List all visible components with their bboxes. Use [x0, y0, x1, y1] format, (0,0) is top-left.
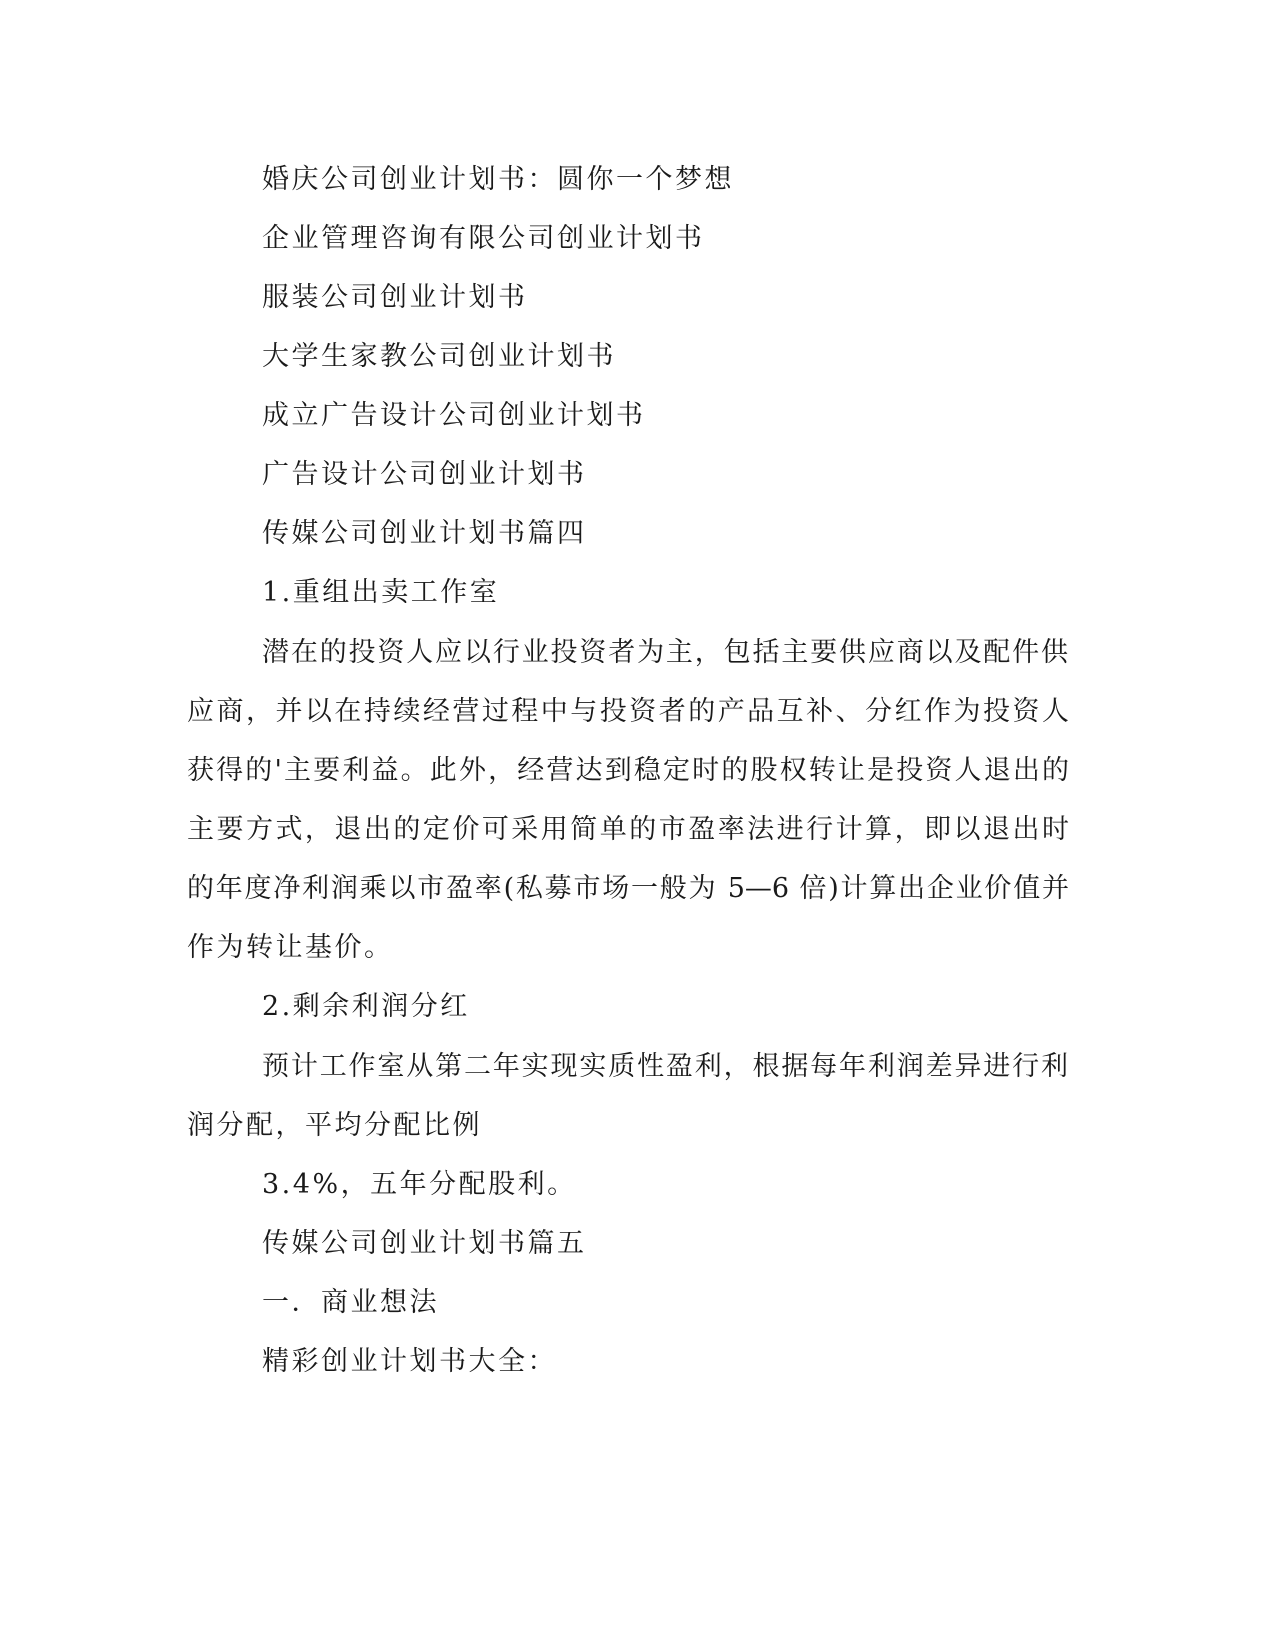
link-management-consulting-plan[interactable]: 企业管理咨询有限公司创业计划书 [262, 223, 705, 254]
link-clothing-company-plan[interactable]: 服装公司创业计划书 [262, 282, 528, 313]
paragraph-profit-line-1: 预计工作室从第二年实现实质性盈利，根据每年利润差异进行利 [262, 1051, 1068, 1082]
paragraph-investor-line-4: 主要方式，退出的定价可采用简单的市盈率法进行计算，即以退出时 [187, 814, 1069, 845]
link-establish-ad-design-plan[interactable]: 成立广告设计公司创业计划书 [262, 400, 646, 431]
label-business-plan-collection: 精彩创业计划书大全： [262, 1346, 557, 1377]
subheading-profit-dividend: 2.剩余利润分红 [262, 991, 470, 1022]
paragraph-investor-line-6: 作为转让基价。 [187, 932, 394, 963]
paragraph-investor-line-3: 获得的'主要利益。此外，经营达到稳定时的股权转让是投资人退出的 [187, 755, 1069, 786]
link-wedding-company-plan[interactable]: 婚庆公司创业计划书：圆你一个梦想 [262, 164, 734, 195]
paragraph-investor-line-5: 的年度净利润乘以市盈率(私募市场一般为 5—6 倍)计算出企业价值并 [187, 873, 1069, 904]
subheading-business-idea: 一．商业想法 [262, 1287, 439, 1318]
link-ad-design-plan[interactable]: 广告设计公司创业计划书 [262, 459, 587, 490]
link-tutoring-company-plan[interactable]: 大学生家教公司创业计划书 [262, 341, 616, 372]
paragraph-investor-line-1: 潜在的投资人应以行业投资者为主，包括主要供应商以及配件供 [262, 637, 1068, 668]
section-heading-part-five: 传媒公司创业计划书篇五 [262, 1228, 587, 1259]
paragraph-investor-line-2: 应商，并以在持续经营过程中与投资者的产品互补、分红作为投资人 [187, 696, 1069, 727]
subheading-reorganize-studio: 1.重组出卖工作室 [262, 577, 500, 608]
section-heading-part-four: 传媒公司创业计划书篇四 [262, 518, 587, 549]
paragraph-profit-line-2: 润分配，平均分配比例 [187, 1110, 482, 1141]
paragraph-profit-line-3: 3.4%，五年分配股利。 [262, 1169, 577, 1200]
